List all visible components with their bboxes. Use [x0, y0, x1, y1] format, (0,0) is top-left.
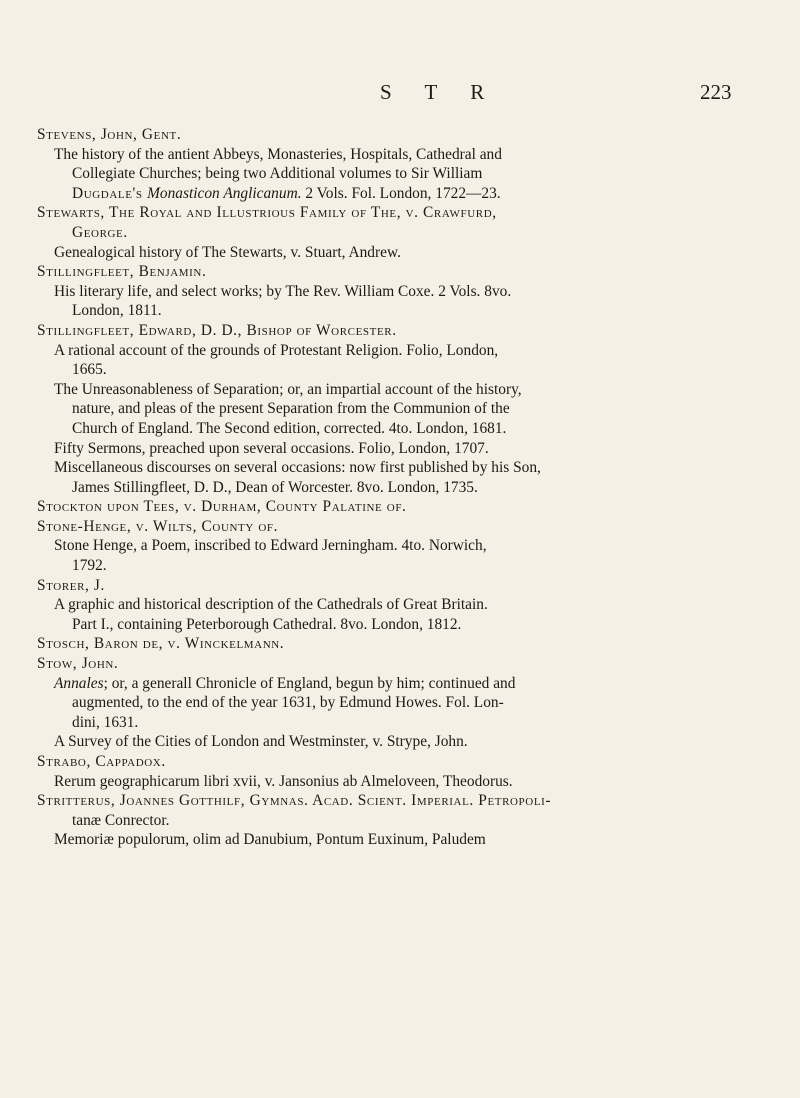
entry-stow — [0, 654, 800, 752]
entry-heading: Stritterus, Joannes Gotthilf, Gymnas. Acad. Scient. Imperial. Petropoli- — [37, 792, 552, 810]
entry-heading-continuation: George. — [72, 223, 128, 241]
entry-line: London, 1811. — [72, 302, 162, 320]
entry-stevens — [0, 125, 800, 203]
entry-line: Annales; or, a generall Chronicle of England, begun by him; continued and — [54, 674, 516, 692]
entry-line: The history of the antient Abbeys, Monasteries, Hospitals, Cathedral and — [54, 145, 502, 163]
entry-line: augmented, to the end of the year 1631, by Edmund Howes. Fol. Lon- — [72, 694, 504, 712]
entry-line: Miscellaneous discourses on several occasions: now first published by his Son, — [54, 459, 541, 477]
page-number: 223 — [700, 80, 732, 104]
entry-heading: Strabo, Cappadox. — [37, 753, 166, 770]
entry-line: A graphic and historical description of the Cathedrals of Great Britain. — [54, 596, 488, 614]
entry-line: Collegiate Churches; being two Additional volumes to Sir William — [72, 165, 483, 183]
entry-heading: Storer, J. — [37, 576, 105, 594]
entry-line: A rational account of the grounds of Protestant Religion. Folio, London, — [54, 341, 499, 359]
entry-heading: Stone-Henge, v. Wilts, County of. — [37, 517, 279, 535]
entry-line: Part I., containing Peterborough Cathedral. 8vo. London, 1812. — [72, 615, 462, 633]
entry-heading: Stow, John. — [37, 655, 119, 673]
entry-heading: Stosch, Baron de, v. Winckelmann. — [37, 635, 285, 653]
entry-heading: Stillingfleet, Benjamin. — [37, 263, 207, 281]
section-letters: S T R — [380, 80, 499, 104]
entry-line: Fifty Sermons, preached upon several occasions. Folio, London, 1707. — [54, 439, 489, 457]
entry-stritterus — [0, 791, 800, 850]
entry-line: The Unreasonableness of Separation; or, an impartial account of the history, — [54, 380, 522, 398]
entry-stockton — [0, 497, 800, 517]
entry-line: A Survey of the Cities of London and Westminster, v. Strype, John. — [54, 733, 468, 751]
entry-heading: Stillingfleet, Edward, D. D., Bishop of Worcester. — [37, 321, 397, 339]
entry-heading-continuation: tanæ Conrector. — [72, 811, 170, 829]
entry-stone-henge — [0, 517, 800, 576]
index-entries — [0, 125, 800, 850]
entry-heading: Stewarts, The Royal and Illustrious Family of The, v. Crawfurd, — [37, 204, 497, 222]
entry-line: Church of England. The Second edition, corrected. 4to. London, 1681. — [72, 419, 507, 437]
entry-stillingfleet-benjamin — [0, 262, 800, 321]
entry-line: Stone Henge, a Poem, inscribed to Edward Jerningham. 4to. Norwich, — [54, 537, 487, 555]
entry-line: James Stillingfleet, D. D., Dean of Worcester. 8vo. London, 1735. — [72, 478, 478, 496]
entry-line: Genealogical history of The Stewarts, v. Stuart, Andrew. — [54, 243, 401, 261]
entry-strabo — [0, 752, 800, 791]
entry-line: Memoriæ populorum, olim ad Danubium, Pontum Euxinum, Paludem — [54, 831, 486, 849]
entry-heading: Stevens, John, Gent. — [37, 126, 182, 143]
entry-stewarts — [0, 203, 800, 262]
entry-line: dini, 1631. — [72, 713, 139, 731]
entry-line: 1665. — [72, 361, 107, 379]
entry-heading: Stockton upon Tees, v. Durham, County Palatine of. — [37, 498, 407, 516]
entry-line: nature, and pleas of the present Separation from the Communion of the — [72, 400, 510, 418]
entry-line: His literary life, and select works; by The Rev. William Coxe. 2 Vols. 8vo. — [54, 282, 512, 300]
entry-stillingfleet-edward — [0, 321, 800, 497]
entry-stosch — [0, 634, 800, 654]
entry-line: 1792. — [72, 557, 107, 575]
entry-line: Dugdale's Monasticon Anglicanum. 2 Vols. Fol. London, 1722—23. — [72, 184, 501, 202]
entry-line: Rerum geographicarum libri xvii, v. Jansonius ab Almeloveen, Theodorus. — [54, 772, 513, 790]
entry-storer — [0, 576, 800, 635]
running-head — [0, 80, 800, 110]
